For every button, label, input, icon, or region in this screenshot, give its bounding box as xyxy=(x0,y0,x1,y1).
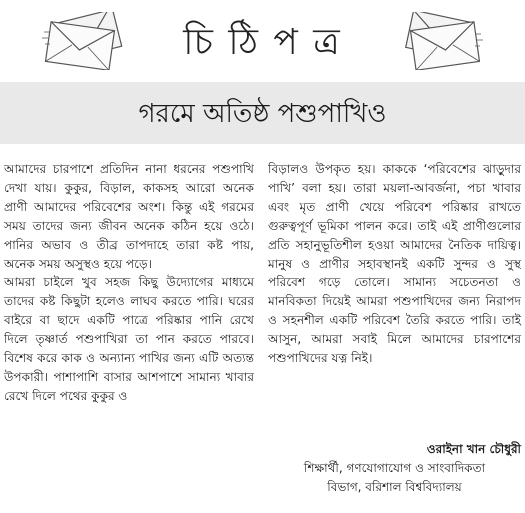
headline-band xyxy=(0,82,525,144)
author-signature xyxy=(268,440,521,497)
author-affiliation: শিক্ষার্থী, গণযোগাযোগ ও সাংবাদিকতা xyxy=(303,461,486,475)
article-column-right xyxy=(268,160,521,368)
article-headline: গরমে অতিষ্ঠ পশুপাখিও xyxy=(138,99,387,129)
masthead xyxy=(0,0,525,78)
article-paragraph: আমাদের চারপাশে প্রতিদিন নানা ধরনের পশুপাখি দেখা যায়। কুকুর, বিড়াল, কাকসহ আরো অনেক প্রাণী আমাদের পরিবেশের অংশ। কিন্তু এই গরমের সময় তাদের জন্য জীবন অনেক কঠিন হয়ে ওঠে। পানির অভাব ও তীব্র তাপদাহে তারা কষ্ট পায়, অনেক সময় অসুস্থও হয়ে পড়ে। xyxy=(4,162,254,271)
envelope-icon xyxy=(40,12,130,70)
author-name: ওরাইনা খান চৌধুরী xyxy=(426,442,521,456)
article-column-left xyxy=(4,160,254,406)
article-paragraph: বিড়ালও উপকৃত হয়। কাককে ‘পরিবেশের ঝাড়ুদার পাখি’ বলা হয়। তারা ময়লা-আবর্জনা, পচা খাবার এবং মৃত প্রাণী খেয়ে পরিবেশ পরিষ্কার রাখতে গুরুত্বপূর্ণ ভূমিকা পালন করে। তাই এই প্রাণীগুলোর প্রতি সহানুভূতিশীল হওয়া আমাদের নৈতিক দায়িত্ব। মানুষ ও প্রাণীর সহাবস্থানই একটি সুন্দর ও সুস্থ পরিবেশ গড়ে তোলে। সামান্য সচেতনতা ও মানবিকতা দিয়েই আমরা পশুপাখিদের জন্য নিরাপদ ও সহনশীল একটি পরিবেশ তৈরি করতে পারি। তাই আসুন, আমরা সবাই মিলে আমাদের চারপাশের পশুপাখিদের যত্ন নিই। xyxy=(268,162,521,366)
envelope-icon xyxy=(395,12,485,70)
author-affiliation: বিভাগ, বরিশাল বিশ্ববিদ্যালয় xyxy=(327,480,462,494)
article-paragraph: আমরা চাইলে খুব সহজ কিছু উদ্যোগের মাধ্যমে তাদের কষ্ট কিছুটা হলেও লাঘব করতে পারি। ঘরের বাইরে বা ছাদে একটি পাত্রে পরিষ্কার পানি রেখে দিলে তৃষ্ণার্ত পশুপাখিরা তা পান করতে পারবে। বিশেষ করে কাক ও অন্যান্য পাখির জন্য এটি অত্যন্ত উপকারী। পাশাপাশি বাসার আশপাশে সামান্য খাবার রেখে দিলে পথের কুকুর ও xyxy=(4,275,254,403)
section-title: চি ঠি প ত্র xyxy=(183,22,342,63)
